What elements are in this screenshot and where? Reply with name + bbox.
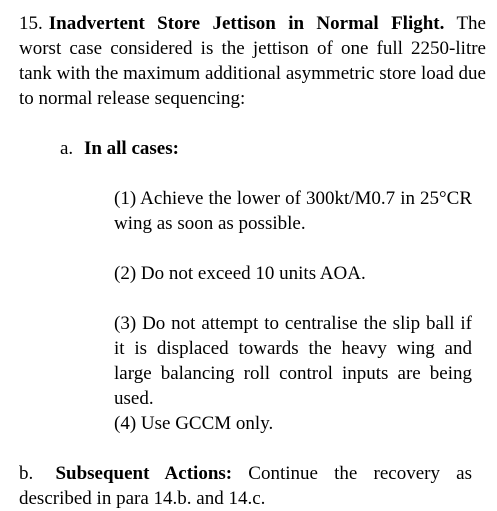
- subparagraph-a-letter: a.: [60, 138, 74, 159]
- list-item: [114, 261, 472, 286]
- item-text: Do not attempt to centralise the slip ball if it is displaced towards the heavy wing and large balancing roll control inputs are being used.: [114, 313, 473, 409]
- paragraph-heading: Inadvertent Store Jettison in Normal Flight.: [48, 13, 445, 34]
- list-item: [114, 311, 472, 411]
- subparagraph-b-heading: Subsequent Actions:: [55, 463, 233, 484]
- item-text: Achieve the lower of 300kt/M0.7 in 25°CR wing as soon as possible.: [114, 188, 473, 234]
- subparagraph-b: [19, 461, 472, 511]
- item-number: (3): [114, 313, 137, 334]
- item-number: (2): [114, 263, 137, 284]
- subparagraph-a-heading: In all cases:: [83, 138, 179, 159]
- subparagraph-a: [60, 136, 480, 161]
- item-text: Use GCCM only.: [140, 413, 274, 434]
- subparagraph-b-text: Continue the recovery as described in para 14.b. and 14.c.: [19, 463, 473, 509]
- paragraph-number: 15.: [19, 13, 43, 34]
- list-item: [114, 411, 472, 436]
- paragraph-15: [19, 11, 486, 111]
- item-text: Do not exceed 10 units AOA.: [140, 263, 366, 284]
- list-item: [114, 186, 472, 236]
- subparagraph-b-letter: b.: [19, 463, 34, 484]
- item-number: (1): [114, 188, 137, 209]
- item-number: (4): [114, 413, 137, 434]
- paragraph-text: The worst case considered is the jettison of one full 2250-litre tank with the maximum additional asymmetric store load due to normal release sequencing:: [19, 13, 486, 109]
